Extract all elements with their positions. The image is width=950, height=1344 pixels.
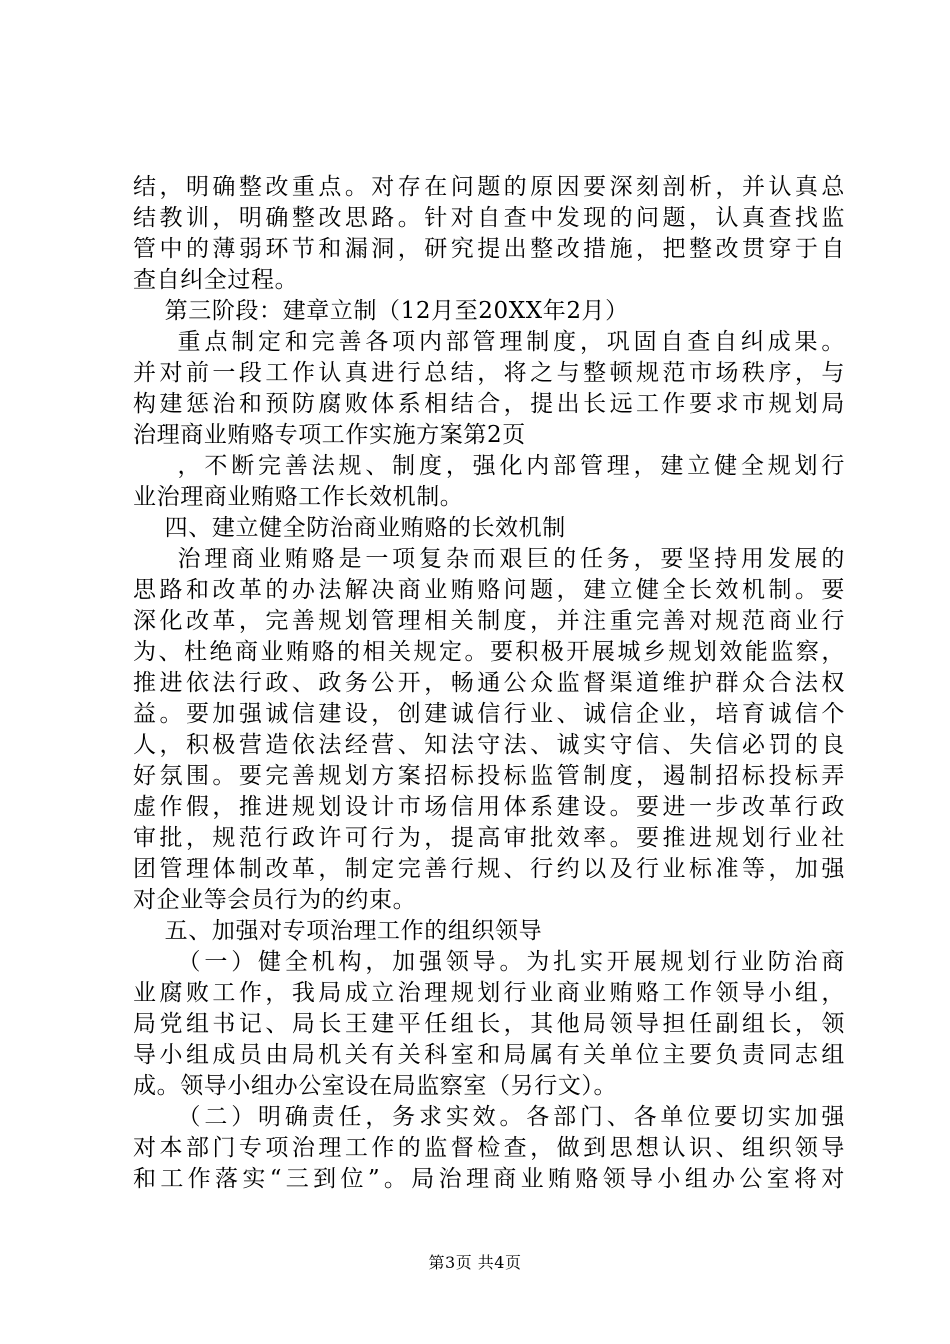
- page-footer: 第3页 共4页: [428, 1253, 522, 1272]
- text-line: 结，明确整改重点。对存在问题的原因要深刻剖析，并认真总: [133, 174, 845, 200]
- text-line: 深化改革，完善规划管理相关制度，并注重完善对规范商业行: [133, 608, 845, 634]
- text-line: 益。要加强诚信建设，创建诚信行业、诚信企业，培育诚信个: [133, 701, 845, 727]
- text-line: 成。领导小组办公室设在局监察室（另行文）。: [133, 1073, 618, 1099]
- text-line: 和工作落实“三到位”。局治理商业贿赂领导小组办公室将对: [133, 1166, 845, 1192]
- text-line: 审批，规范行政许可行为，提高审批效率。要推进规划行业社: [133, 825, 845, 851]
- text-line: 对企业等会员行为的约束。: [133, 887, 417, 913]
- text-line: 查自纠全过程。: [133, 267, 299, 293]
- text-line: 人，积极营造依法经营、知法守法、诚实守信、失信必罚的良: [133, 732, 845, 758]
- text-line: （二）明确责任，务求实效。各部门、各单位要切实加强: [133, 1104, 845, 1130]
- text-line: ，不断完善法规、制度，强化内部管理，建立健全规划行: [133, 453, 845, 479]
- text-line: 对本部门专项治理工作的监督检查，做到思想认识、组织领导: [133, 1135, 845, 1161]
- text-line: 虚作假，推进规划设计市场信用体系建设。要进一步改革行政: [133, 794, 845, 820]
- text-line: 四、建立健全防治商业贿赂的长效机制: [133, 515, 566, 541]
- text-line: （一）健全机构，加强领导。为扎实开展规划行业防治商: [133, 949, 845, 975]
- text-line: 治理商业贿赂专项工作实施方案第2页: [133, 422, 526, 448]
- text-line: 构建惩治和预防腐败体系相结合，提出长远工作要求市规划局: [133, 391, 845, 417]
- text-line: 好氛围。要完善规划方案招标投标监管制度，遏制招标投标弄: [133, 763, 845, 789]
- text-line: 为、杜绝商业贿赂的相关规定。要积极开展城乡规划效能监察，: [133, 639, 845, 665]
- text-line: 业腐败工作，我局成立治理规划行业商业贿赂工作领导小组，: [133, 980, 845, 1006]
- document-body: [133, 172, 845, 1195]
- text-line: 结教训，明确整改思路。针对自查中发现的问题，认真查找监: [133, 205, 845, 231]
- text-line: 推进依法行政、政务公开，畅通公众监督渠道维护群众合法权: [133, 670, 845, 696]
- text-line: 五、加强对专项治理工作的组织领导: [133, 918, 543, 944]
- text-line: 管中的薄弱环节和漏洞，研究提出整改措施，把整改贯穿于自: [133, 236, 845, 262]
- text-line: 并对前一段工作认真进行总结，将之与整顿规范市场秩序，与: [133, 360, 845, 386]
- text-line: 团管理体制改革，制定完善行规、行约以及行业标准等，加强: [133, 856, 845, 882]
- text-line: 第三阶段：建章立制（12月至20XX年2月）: [133, 298, 629, 324]
- text-line: 重点制定和完善各项内部管理制度，巩固自查自纠成果。: [133, 329, 845, 355]
- text-line: 业治理商业贿赂工作长效机制。: [133, 484, 464, 510]
- text-line: 局党组书记、局长王建平任组长，其他局领导担任副组长，领: [133, 1011, 845, 1037]
- text-line: 导小组成员由局机关有关科室和局属有关单位主要负责同志组: [133, 1042, 845, 1068]
- text-line: 思路和改革的办法解决商业贿赂问题，建立健全长效机制。要: [133, 577, 845, 603]
- text-line: 治理商业贿赂是一项复杂而艰巨的任务，要坚持用发展的: [133, 546, 845, 572]
